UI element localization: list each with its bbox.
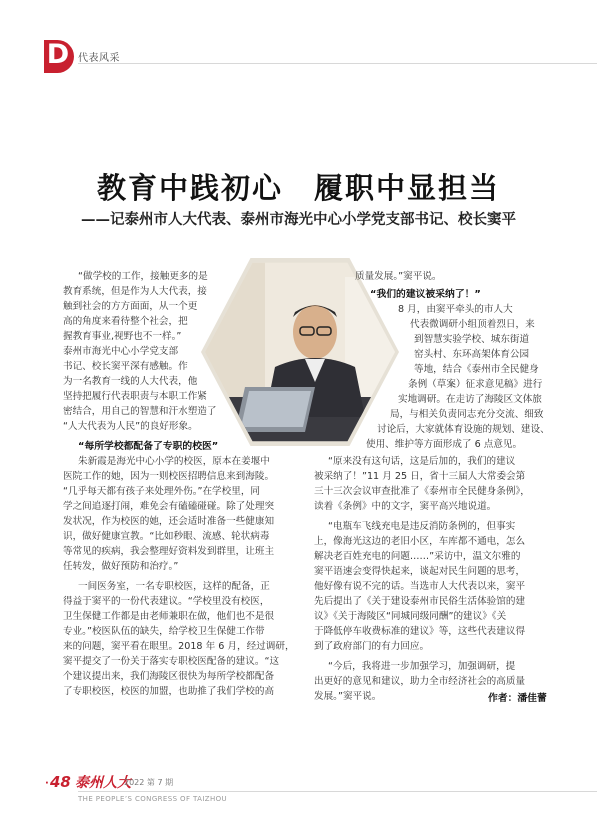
section-letter: D [46, 39, 70, 70]
text-line: 等地，结合《泰州市全民健身 [414, 364, 539, 375]
magazine-logo: 泰州人大 [75, 775, 131, 791]
text-line: 讨论后，大家就体育设施的规划、建设、 [377, 424, 550, 435]
text-line: 书记、校长窦平深有感触。作 [63, 361, 188, 372]
text-line: 上，像海光这边的老旧小区，车库都不通电，怎么 [314, 536, 526, 547]
text-line: 等常见的疾病，我会整理好资料发到群里，让班主 [63, 546, 275, 557]
column-name: 代表风采 [78, 53, 120, 64]
text-line: “人大代表为人民”的良好形象。 [63, 421, 198, 432]
text-line: 质量发展。”窦平说。 [355, 271, 442, 282]
text-line: 高的角度来看待整个社会，把 [63, 316, 188, 327]
text-line: 个建议提出来，我们海陵区很快为每所学校都配备 [63, 671, 275, 682]
text-line: 8 月，由窦平牵头的市人大 [398, 304, 513, 315]
section-heading: “每所学校都配备了专职的校医” [78, 441, 219, 452]
text-line: 一间医务室，一名专职校医，这样的配备，正 [78, 581, 270, 592]
article-title: 教育中践初心 履职中显担当 [96, 171, 500, 205]
text-line: 到了政府部门的有力回应。 [314, 641, 430, 652]
text-line: 议》《关于海陵区“同城同级同酬”的建议》《关 [314, 611, 507, 622]
text-line: 到智慧实验学校、城东街道 [414, 334, 530, 345]
text-line: 发展。”窦平说。 [314, 691, 382, 702]
page-number: 48 [50, 773, 71, 791]
text-line: 得益于窦平的一份代表建议。“学校里没有校医， [63, 596, 270, 607]
text-line: 朱新霞是海光中心小学的校医，原本在姜堰中 [78, 456, 270, 467]
text-line: 密结合，用自己的智慧和汗水塑造了 [63, 406, 217, 417]
text-line: 窦平语速会变得快起来，谈起对民生问题的思考， [314, 566, 526, 577]
text-line: 来的问题，窦平看在眼里。2018 年 6 月，经过调研， [63, 641, 295, 652]
text-line: 解决老百姓充电的问题……”采访中，温文尔雅的 [314, 551, 521, 562]
text-line: 先后提出了《关于建设泰州市民俗生活体验馆的建 [314, 596, 526, 607]
text-line: 了专职校医，校医的加盟，也助推了我们学校的高 [63, 686, 275, 697]
text-line: “原来没有这句话，这是后加的，我们的建议 [328, 456, 516, 467]
text-line: 窑头村、东环高架体育公园 [414, 349, 530, 360]
text-line: 坚持把履行代表职责与本职工作紧 [63, 391, 207, 402]
text-line: 任转发，做好预防和治疗。” [63, 561, 179, 572]
text-line: 代表微调研小组顶着烈日，来 [410, 319, 535, 330]
text-line: 出更好的意见和建议，助力全市经济社会的高质量 [314, 676, 526, 687]
text-line: 为一名教育一线的人大代表，他 [63, 376, 198, 387]
portrait-photo [205, 257, 395, 447]
text-line: “做学校的工作，接触更多的是 [78, 271, 208, 282]
portrait-illustration [205, 257, 395, 447]
text-line: 被采纳了！”11 月 25 日，省十三届人大常委会第 [314, 471, 526, 482]
text-line: 读着《条例》中的文字，窦平高兴地说道。 [314, 501, 497, 512]
text-line: 他好像有说不完的话。当选市人大代表以来，窦平 [314, 581, 526, 592]
text-line: “今后，我将进一步加强学习，加强调研，提 [328, 661, 516, 672]
text-line: 卫生保健工作都是由老师兼职在做，他们也不是很 [63, 611, 275, 622]
text-line: 识，做好健康宣教。“比如秒眼、流感、轮状病毒 [63, 531, 270, 542]
text-line: “电瓶车飞线充电是违反消防条例的，但事实 [328, 521, 516, 532]
magazine-english-name: THE PEOPLE’S CONGRESS OF TAIZHOU [78, 795, 228, 803]
text-line: 握教育事业,视野也不一样。” [63, 331, 182, 342]
page-dot: · [45, 778, 49, 789]
text-line: 局，与相关负责同志充分交流、细致 [390, 409, 544, 420]
footer-rule [78, 791, 597, 792]
section-heading: “我们的建议被采纳了！” [370, 289, 481, 300]
header-rule [78, 63, 597, 64]
text-line: 触到社会的方方面面，从一个更 [63, 301, 198, 312]
issue-label: 2022 第 7 期 [124, 778, 174, 787]
text-line: 三十三次会议审查批准了《泰州市全民健身条例》， [314, 486, 530, 497]
text-line: 发状况，作为校医的她，还会适时准备一些健康知 [63, 516, 275, 527]
text-line: 学之间追逐打闹，难免会有磕磕碰碰。除了处理突 [63, 501, 275, 512]
text-line: 医院工作的她，因为一则校医招聘信息来到海陵。 [63, 471, 275, 482]
text-line: 实地调研。在走访了海陵区文体旅 [398, 394, 542, 405]
author-byline: 作者：潘佳蕾 [488, 693, 547, 704]
text-line: 教育系统，但是作为人大代表，接 [63, 286, 207, 297]
text-line: 于降低停车收费标准的建议》等，这些代表建议得 [314, 626, 526, 637]
text-line: “几乎每天都有孩子来处理外伤。”在学校里，同 [63, 486, 261, 497]
text-line: 条例（草案）征求意见稿》进行 [408, 379, 543, 390]
text-line: 窦平提交了一份关于落实专职校医配备的建议。“这 [63, 656, 280, 667]
text-line: 使用、维护等方面形成了 6 点意见。 [366, 439, 523, 450]
text-line: 专业。”校医队伍的缺失，给学校卫生保健工作带 [63, 626, 265, 637]
article-subtitle: ——记泰州市人大代表、泰州市海光中心小学党支部书记、校长窦平 [81, 211, 516, 228]
text-line: 泰州市海光中心小学党支部 [63, 346, 179, 357]
